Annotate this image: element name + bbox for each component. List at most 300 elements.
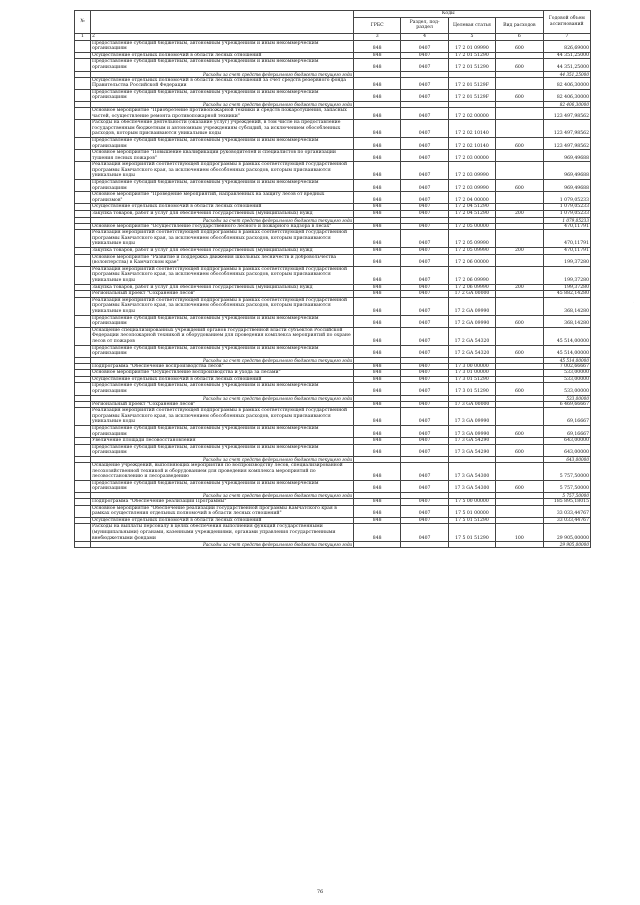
row-expense-type xyxy=(496,77,543,89)
row-name: Региональный проект "Сохранение лесов" xyxy=(91,291,354,298)
row-number xyxy=(75,517,91,524)
col-number: 5 xyxy=(448,34,495,41)
col-number: 6 xyxy=(496,34,543,41)
row-sum: 368,14280 xyxy=(543,315,590,327)
row-sum: 1 079,05233 xyxy=(543,211,590,218)
row-number xyxy=(75,52,91,59)
row-name: Осуществление отдельных полномочий в области лесных отношений xyxy=(91,376,354,383)
row-number xyxy=(75,376,91,383)
table-row xyxy=(75,284,591,291)
row-number xyxy=(75,498,91,505)
row-section: 0407 xyxy=(401,370,448,377)
row-name: Расходы на обеспечение деятельности (оказание услуг) учреждений, в том числе на предоставление государственным бюджетным и автономным учреждениям субсидий, за исключением обособленных расходов, которым присваиваются уникальные коды xyxy=(91,120,354,138)
row-number xyxy=(75,204,91,211)
col-number: 1 xyxy=(75,34,91,41)
row-sum: 82 406,30000 xyxy=(543,77,590,89)
row-name: Расходы за счет средств федерального бюджета текущего года xyxy=(91,357,354,363)
row-section: 0407 xyxy=(401,363,448,370)
row-target: 17 2 04 51290 xyxy=(448,204,495,211)
row-section: 0407 xyxy=(401,480,448,492)
row-expense-type xyxy=(496,150,543,162)
row-target: 17 3 GA 09990 xyxy=(448,426,495,438)
row-sum: 33 033,44767 xyxy=(543,505,590,517)
row-section: 0407 xyxy=(401,426,448,438)
row-expense-type: 600 xyxy=(496,59,543,71)
row-expense-type: 600 xyxy=(496,40,543,52)
table-row xyxy=(75,180,591,192)
row-target: 17 2 01 09990 xyxy=(448,40,495,52)
row-section: 0407 xyxy=(401,248,448,255)
row-number xyxy=(75,291,91,298)
row-grbs: 848 xyxy=(354,137,401,149)
row-section: 0407 xyxy=(401,383,448,395)
row-grbs: 848 xyxy=(354,211,401,218)
row-grbs: 848 xyxy=(354,383,401,395)
row-section: 0407 xyxy=(401,315,448,327)
row-name: Реализация мероприятий соответствующей подпрограммы в рамках соответствующей государственной программы Камчатского края, за исключением обособленных расходов, которым присваиваются уникальные коды xyxy=(91,408,354,426)
row-section: 0407 xyxy=(401,376,448,383)
row-section: 0407 xyxy=(401,59,448,71)
row-expense-type xyxy=(496,542,543,548)
header-section: Раздел, под-раздел xyxy=(401,17,448,33)
row-grbs: 848 xyxy=(354,327,401,345)
row-sum: 368,14280 xyxy=(543,297,590,315)
row-grbs: 848 xyxy=(354,517,401,524)
row-expense-type: 200 xyxy=(496,284,543,291)
row-grbs: 848 xyxy=(354,204,401,211)
row-sum: 69,16667 xyxy=(543,408,590,426)
row-expense-type: 600 xyxy=(496,444,543,456)
row-target: 17 2 02 00000 xyxy=(448,107,495,119)
row-target: 17 3 01 00000 xyxy=(448,370,495,377)
row-expense-type xyxy=(496,107,543,119)
row-section: 0407 xyxy=(401,89,448,101)
row-expense-type xyxy=(496,438,543,445)
row-expense-type xyxy=(496,223,543,230)
page-number: 76 xyxy=(316,889,324,895)
row-sum: 5 757,50000 xyxy=(543,463,590,481)
row-sum: 29 905,00000 xyxy=(543,542,590,548)
row-section: 0407 xyxy=(401,162,448,180)
row-sum: 44 351,25000 xyxy=(543,59,590,71)
row-sum: 533,00000 xyxy=(543,383,590,395)
row-grbs: 848 xyxy=(354,248,401,255)
table-row xyxy=(75,383,591,395)
row-grbs: 848 xyxy=(354,438,401,445)
table-row xyxy=(75,254,591,266)
row-expense-type xyxy=(496,291,543,298)
header-allocation: Годовой объем ассигнований xyxy=(543,11,590,34)
margin-mark: · xyxy=(633,300,634,304)
row-expense-type: 600 xyxy=(496,383,543,395)
row-target: 17 2 06 00000 xyxy=(448,254,495,266)
table-row xyxy=(75,327,591,345)
header-expense-type: Вид расходов xyxy=(496,17,543,33)
row-target: 17 2 GA 09990 xyxy=(448,297,495,315)
table-row xyxy=(75,480,591,492)
row-target: 17 2 02 10140 xyxy=(448,120,495,138)
row-expense-type: 200 xyxy=(496,211,543,218)
row-section: 0407 xyxy=(401,438,448,445)
table-row xyxy=(75,297,591,315)
row-name: Предоставление субсидий бюджетным, автономным учреждениям и иным некоммерческим организациям xyxy=(91,444,354,456)
row-grbs: 848 xyxy=(354,345,401,357)
row-number xyxy=(75,180,91,192)
row-sum: 969,49688 xyxy=(543,150,590,162)
row-sum: 33 033,44767 xyxy=(543,517,590,524)
row-expense-type: 600 xyxy=(496,137,543,149)
row-expense-type xyxy=(496,401,543,408)
row-target: 17 3 GA 00000 xyxy=(448,401,495,408)
row-sum: 44 351,25000 xyxy=(543,71,590,77)
row-sum: 45 514,00000 xyxy=(543,345,590,357)
table-row xyxy=(75,376,591,383)
row-target: 17 2 03 09990 xyxy=(448,162,495,180)
table-row xyxy=(75,211,591,218)
row-number xyxy=(75,40,91,52)
row-target: 17 5 01 51290 xyxy=(448,517,495,524)
row-target: 17 3 00 00000 xyxy=(448,363,495,370)
row-number xyxy=(75,59,91,71)
table-row xyxy=(75,345,591,357)
row-sum: 533,00000 xyxy=(543,370,590,377)
row-number xyxy=(75,223,91,230)
row-number xyxy=(75,230,91,248)
row-name: Основное мероприятие "Осуществление государственного лесного и пожарного надзора в лесах" xyxy=(91,223,354,230)
header-codes: Коды xyxy=(354,11,544,18)
row-section: 0407 xyxy=(401,223,448,230)
row-sum: 1 079,05233 xyxy=(543,204,590,211)
col-number: 4 xyxy=(401,34,448,41)
row-grbs: 848 xyxy=(354,284,401,291)
row-target xyxy=(448,542,495,548)
table-row xyxy=(75,52,591,59)
row-grbs: 848 xyxy=(354,52,401,59)
row-sum: 470,11791 xyxy=(543,230,590,248)
row-name: Расходы за счет средств федерального бюджета текущего года xyxy=(91,395,354,401)
row-number xyxy=(75,150,91,162)
row-grbs: 848 xyxy=(354,254,401,266)
row-number xyxy=(75,211,91,218)
row-expense-type xyxy=(496,297,543,315)
row-name: Расходы за счет средств федерального бюджета текущего года xyxy=(91,457,354,463)
row-name: Осуществление отдельных полномочий в области лесных отношений xyxy=(91,204,354,211)
row-name: Основное мероприятие "Проведение мероприятий, направленных на защиту лесов от вредных организмов" xyxy=(91,192,354,204)
row-target: 17 3 GA 54300 xyxy=(448,480,495,492)
row-number xyxy=(75,401,91,408)
row-section xyxy=(401,542,448,548)
row-grbs: 848 xyxy=(354,223,401,230)
budget-table xyxy=(74,10,591,548)
table-row xyxy=(75,223,591,230)
row-expense-type: 600 xyxy=(496,480,543,492)
row-section: 0407 xyxy=(401,327,448,345)
row-name: Предоставление субсидий бюджетным, автономным учреждениям и иным некоммерческим организациям xyxy=(91,345,354,357)
table-row xyxy=(75,192,591,204)
row-name: Закупка товаров, работ и услуг для обеспечения государственных (муниципальных) нужд xyxy=(91,248,354,255)
row-section: 0407 xyxy=(401,120,448,138)
row-sum: 123 497,98562 xyxy=(543,107,590,119)
table-row xyxy=(75,150,591,162)
row-grbs: 848 xyxy=(354,89,401,101)
row-name: Основное мероприятие "Приобретение противопожарной техники и средств пожаротушения, запасных частей, осуществление ремонта противопожарной техники" xyxy=(91,107,354,119)
row-name: Осуществление отдельных полномочий в области лесных отношений xyxy=(91,52,354,59)
row-number xyxy=(75,463,91,481)
row-number xyxy=(75,505,91,517)
row-target: 17 5 00 00000 xyxy=(448,498,495,505)
row-grbs: 848 xyxy=(354,315,401,327)
row-grbs: 848 xyxy=(354,297,401,315)
row-name: Оснащение учреждений, выполняющих мероприятия по воспроизводству лесов, специализированной лесохозяйственной техникой и оборудованием для проведения комплекса мероприятий по лесовосстановлению и лесоразведению xyxy=(91,463,354,481)
table-row xyxy=(75,89,591,101)
table-row xyxy=(75,266,591,284)
table-row xyxy=(75,77,591,89)
row-sum: 533,00000 xyxy=(543,376,590,383)
row-number xyxy=(75,254,91,266)
table-row xyxy=(75,291,591,298)
table-row xyxy=(75,137,591,149)
row-name: Предоставление субсидий бюджетным, автономным учреждениям и иным некоммерческим организациям xyxy=(91,89,354,101)
row-target: 17 2 01 51290 xyxy=(448,52,495,59)
table-row xyxy=(75,498,591,505)
row-name: Расходы за счет средств федерального бюджета текущего года xyxy=(91,71,354,77)
row-sum: 643,00000 xyxy=(543,457,590,463)
row-target: 17 3 01 51290 xyxy=(448,383,495,395)
row-expense-type xyxy=(496,52,543,59)
row-name: Основное мероприятие "Повышение квалификации руководителей и специалистов по организации тушения лесных пожаров" xyxy=(91,150,354,162)
table-row xyxy=(75,524,591,542)
row-sum: 643,00000 xyxy=(543,444,590,456)
row-sum: 185 895,18015 xyxy=(543,498,590,505)
row-sum: 82 406,30000 xyxy=(543,89,590,101)
row-number xyxy=(75,383,91,395)
row-name: Реализация мероприятий соответствующей подпрограммы в рамках соответствующей государственной программы Камчатского края, за исключением обособленных расходов, которым присваиваются уникальные коды xyxy=(91,297,354,315)
row-grbs: 848 xyxy=(354,40,401,52)
row-number xyxy=(75,297,91,315)
row-section: 0407 xyxy=(401,150,448,162)
row-name: Оснащение специализированных учреждений органов государственной власти субъектов Российской Федерации лесопожарной техникой и оборудованием для проведения комплекса мероприятий по охране лесов от пожаров xyxy=(91,327,354,345)
table-row xyxy=(75,401,591,408)
row-sum: 1 079,05233 xyxy=(543,192,590,204)
row-expense-type xyxy=(496,463,543,481)
budget-table-sheet xyxy=(74,10,591,548)
row-target: 17 3 GA 09990 xyxy=(448,408,495,426)
row-sum: 969,49688 xyxy=(543,162,590,180)
row-name: Расходы за счет средств федерального бюджета текущего года xyxy=(91,217,354,223)
row-sum: 199,37280 xyxy=(543,284,590,291)
row-grbs: 848 xyxy=(354,401,401,408)
row-section: 0407 xyxy=(401,345,448,357)
row-grbs: 848 xyxy=(354,162,401,180)
table-row xyxy=(75,505,591,517)
row-expense-type xyxy=(496,517,543,524)
row-number xyxy=(75,315,91,327)
row-expense-type xyxy=(496,363,543,370)
row-sum: 82 406,30000 xyxy=(543,101,590,107)
row-expense-type xyxy=(496,254,543,266)
row-name: Предоставление субсидий бюджетным, автономным учреждениям и иным некоммерческим организациям xyxy=(91,137,354,149)
row-name: Предоставление субсидий бюджетным, автономным учреждениям и иным некоммерческим организациям xyxy=(91,383,354,395)
table-row xyxy=(75,370,591,377)
row-name: Осуществление отдельных полномочий в области лесных отношений xyxy=(91,517,354,524)
row-sum: 5 757,50000 xyxy=(543,492,590,498)
table-row xyxy=(75,248,591,255)
row-grbs: 848 xyxy=(354,150,401,162)
row-grbs: 848 xyxy=(354,480,401,492)
col-number: 7 xyxy=(543,34,590,41)
row-expense-type: 600 xyxy=(496,89,543,101)
table-row xyxy=(75,204,591,211)
row-target: 17 2 03 00000 xyxy=(448,150,495,162)
row-number xyxy=(75,345,91,357)
row-expense-type xyxy=(496,370,543,377)
row-number xyxy=(75,192,91,204)
row-number xyxy=(75,363,91,370)
row-section: 0407 xyxy=(401,505,448,517)
row-sum: 470,11791 xyxy=(543,223,590,230)
row-name: Подпрограмма "Обеспечение воспроизводства лесов" xyxy=(91,363,354,370)
table-row xyxy=(75,444,591,456)
row-number xyxy=(75,120,91,138)
row-target: 17 3 01 51290 xyxy=(448,376,495,383)
row-expense-type xyxy=(496,204,543,211)
row-section: 0407 xyxy=(401,408,448,426)
row-grbs: 848 xyxy=(354,370,401,377)
row-section: 0407 xyxy=(401,284,448,291)
row-expense-type xyxy=(496,408,543,426)
table-row-total xyxy=(75,542,591,548)
row-section: 0407 xyxy=(401,517,448,524)
row-sum: 533,00000 xyxy=(543,395,590,401)
row-name: Закупка товаров, работ и услуг для обеспечения государственных (муниципальных) нужд xyxy=(91,284,354,291)
row-expense-type: 600 xyxy=(496,180,543,192)
row-section: 0407 xyxy=(401,463,448,481)
row-name: Реализация мероприятий соответствующей подпрограммы в рамках соответствующей государственной программы Камчатского края, за исключением обособленных расходов, которым присваиваются уникальные коды xyxy=(91,230,354,248)
row-target: 17 2 GA 09990 xyxy=(448,315,495,327)
row-number xyxy=(75,370,91,377)
table-row xyxy=(75,230,591,248)
row-expense-type xyxy=(496,376,543,383)
row-number xyxy=(75,524,91,542)
row-name: Расходы на выплаты персоналу в целях обеспечения выполнения функций государственными (муниципальными) органами, казенными учреждениями, органами управления государственными внебюджетными фондами xyxy=(91,524,354,542)
row-sum: 6 469,66667 xyxy=(543,401,590,408)
row-target: 17 2 GA 54320 xyxy=(448,327,495,345)
row-sum: 470,11791 xyxy=(543,248,590,255)
row-expense-type: 600 xyxy=(496,315,543,327)
row-target: 17 2 02 10140 xyxy=(448,137,495,149)
row-section: 0407 xyxy=(401,291,448,298)
row-target: 17 2 05 00000 xyxy=(448,223,495,230)
row-sum: 199,37280 xyxy=(543,254,590,266)
header-target: Целевая статья xyxy=(448,17,495,33)
header-grbs: ГРБС xyxy=(354,17,401,33)
row-sum: 45 514,00000 xyxy=(543,327,590,345)
row-expense-type: 200 xyxy=(496,248,543,255)
row-sum: 1 079,05233 xyxy=(543,217,590,223)
row-expense-type: 600 xyxy=(496,426,543,438)
header-numbers-row xyxy=(75,34,591,41)
row-name: Расходы за счет средств федерального бюджета текущего года xyxy=(91,492,354,498)
row-section: 0407 xyxy=(401,444,448,456)
row-section: 0407 xyxy=(401,401,448,408)
row-name: Предоставление субсидий бюджетным, автономным учреждениям и иным некоммерческим организациям xyxy=(91,180,354,192)
row-name: Региональный проект "Сохранение лесов" xyxy=(91,401,354,408)
table-row xyxy=(75,408,591,426)
table-row xyxy=(75,120,591,138)
row-name: Расходы за счет средств федерального бюджета текущего года xyxy=(91,101,354,107)
row-target: 17 3 GA 54300 xyxy=(448,463,495,481)
row-expense-type xyxy=(496,230,543,248)
row-section: 0407 xyxy=(401,204,448,211)
row-number xyxy=(75,162,91,180)
row-sum: 45 514,00000 xyxy=(543,357,590,363)
row-target: 17 5 01 51290 xyxy=(448,524,495,542)
row-sum: 69,16667 xyxy=(543,426,590,438)
row-grbs: 848 xyxy=(354,376,401,383)
row-number xyxy=(75,89,91,101)
row-target: 17 2 01 5129F xyxy=(448,89,495,101)
row-grbs: 848 xyxy=(354,107,401,119)
row-grbs: 848 xyxy=(354,291,401,298)
table-body xyxy=(75,40,591,548)
row-name: Осуществление отдельных полномочий в области лесных отношений за счет средств резервного фонда Правительства Российской Федерации xyxy=(91,77,354,89)
row-section: 0407 xyxy=(401,211,448,218)
row-name: Основное мероприятие "Развитие и поддержка движения школьных лесничеств и добровольчества (волонтерства) в Камчатском крае" xyxy=(91,254,354,266)
row-target: 17 2 06 09990 xyxy=(448,266,495,284)
row-number xyxy=(75,444,91,456)
row-number xyxy=(75,408,91,426)
table-row xyxy=(75,463,591,481)
row-sum: 643,00000 xyxy=(543,438,590,445)
row-name: Предоставление субсидий бюджетным, автономным учреждениям и иным некоммерческим организациям xyxy=(91,315,354,327)
row-target: 17 2 01 51290 xyxy=(448,59,495,71)
row-grbs: 848 xyxy=(354,363,401,370)
row-number xyxy=(75,248,91,255)
row-expense-type xyxy=(496,327,543,345)
row-number xyxy=(75,542,91,548)
table-row xyxy=(75,107,591,119)
row-name: Предоставление субсидий бюджетным, автономным учреждениям и иным некоммерческим организациям xyxy=(91,40,354,52)
header-row-1 xyxy=(75,11,591,18)
row-expense-type xyxy=(496,498,543,505)
row-expense-type xyxy=(496,192,543,204)
col-number: 3 xyxy=(354,34,401,41)
row-grbs: 848 xyxy=(354,120,401,138)
row-section: 0407 xyxy=(401,52,448,59)
row-sum: 969,49688 xyxy=(543,180,590,192)
row-number xyxy=(75,266,91,284)
table-row xyxy=(75,59,591,71)
table-row xyxy=(75,162,591,180)
row-grbs: 848 xyxy=(354,426,401,438)
table-row xyxy=(75,517,591,524)
row-target: 17 5 01 00000 xyxy=(448,505,495,517)
row-number xyxy=(75,426,91,438)
row-sum: 826,69000 xyxy=(543,40,590,52)
row-number xyxy=(75,284,91,291)
row-sum: 123 497,98562 xyxy=(543,137,590,149)
header-name xyxy=(91,11,354,34)
row-name: Увеличение площади лесовосстановления xyxy=(91,438,354,445)
row-name: Предоставление субсидий бюджетным, автономным учреждениям и иным некоммерческим организациям xyxy=(91,426,354,438)
row-section: 0407 xyxy=(401,192,448,204)
row-target: 17 2 03 09990 xyxy=(448,180,495,192)
row-target: 17 2 GA 54320 xyxy=(448,345,495,357)
row-expense-type xyxy=(496,505,543,517)
row-expense-type xyxy=(496,120,543,138)
row-section: 0407 xyxy=(401,107,448,119)
row-name: Закупка товаров, работ и услуг для обеспечения государственных (муниципальных) нужд xyxy=(91,211,354,218)
